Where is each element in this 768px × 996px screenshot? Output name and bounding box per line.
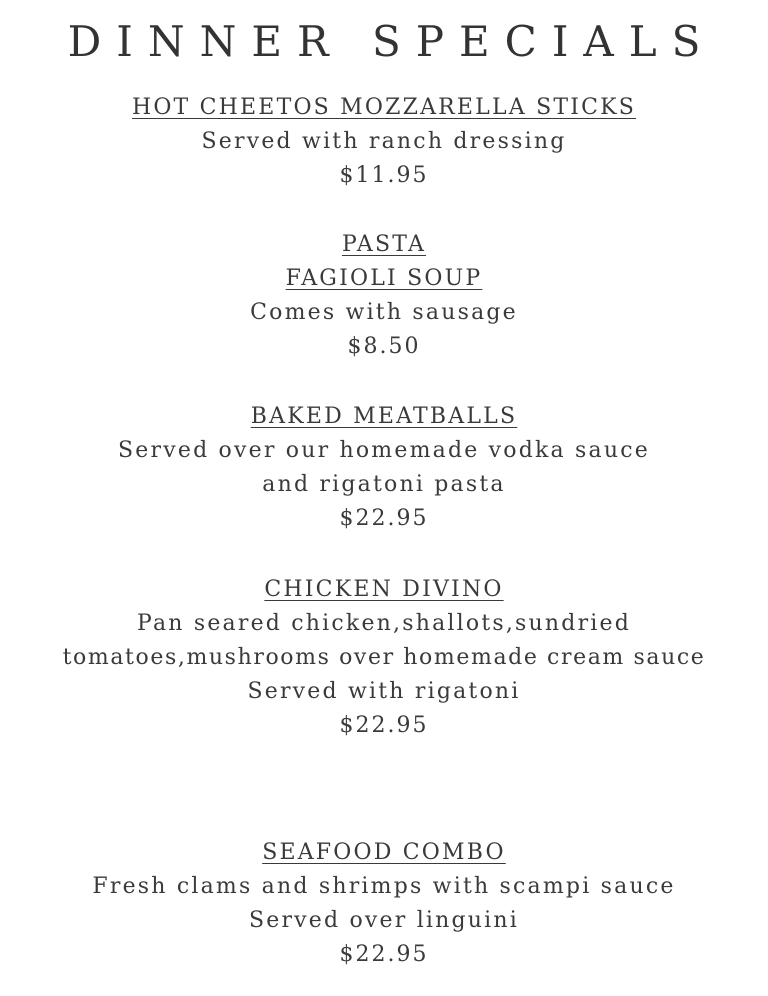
item-name: CHICKEN DIVINO: [264, 577, 504, 602]
item-description-line-3: Served with rigatoni: [247, 679, 521, 704]
item-price: $8.50: [347, 334, 421, 359]
item-name: SEAFOOD COMBO: [262, 840, 506, 865]
item-description-line-2: and rigatoni pasta: [262, 472, 506, 497]
item-name-line-2: FAGIOLI SOUP: [285, 266, 483, 291]
item-name-group: [0, 228, 768, 262]
menu-item-baked-meatballs: [0, 400, 768, 536]
item-description-line-2: Served over linguini: [248, 908, 520, 933]
menu-item-chicken-divino: [0, 573, 768, 743]
item-price: $22.95: [339, 506, 429, 531]
item-description-line-2: tomatoes,mushrooms over homemade cream sauce: [62, 645, 706, 670]
item-description: Served with ranch dressing: [201, 129, 567, 154]
item-description-line-1: Served over our homemade vodka sauce: [118, 438, 650, 463]
menu-title: DINNER SPECIALS: [67, 17, 716, 66]
item-price: $22.95: [339, 942, 429, 967]
menu-item-hot-cheetos: [0, 91, 768, 193]
item-description: Comes with sausage: [250, 300, 518, 325]
item-price: $22.95: [339, 713, 429, 738]
item-description-line-1: Fresh clams and shrimps with scampi sauce: [92, 874, 676, 899]
item-name-line-1: PASTA: [341, 232, 427, 257]
item-price: $11.95: [339, 163, 429, 188]
item-name: HOT CHEETOS MOZZARELLA STICKS: [131, 95, 637, 120]
item-name: BAKED MEATBALLS: [250, 404, 518, 429]
item-name-group: [0, 262, 768, 296]
menu-item-seafood-combo: [0, 836, 768, 972]
item-description-line-1: Pan seared chicken,shallots,sundried: [136, 611, 632, 636]
menu-item-pasta-fagioli: [0, 228, 768, 364]
